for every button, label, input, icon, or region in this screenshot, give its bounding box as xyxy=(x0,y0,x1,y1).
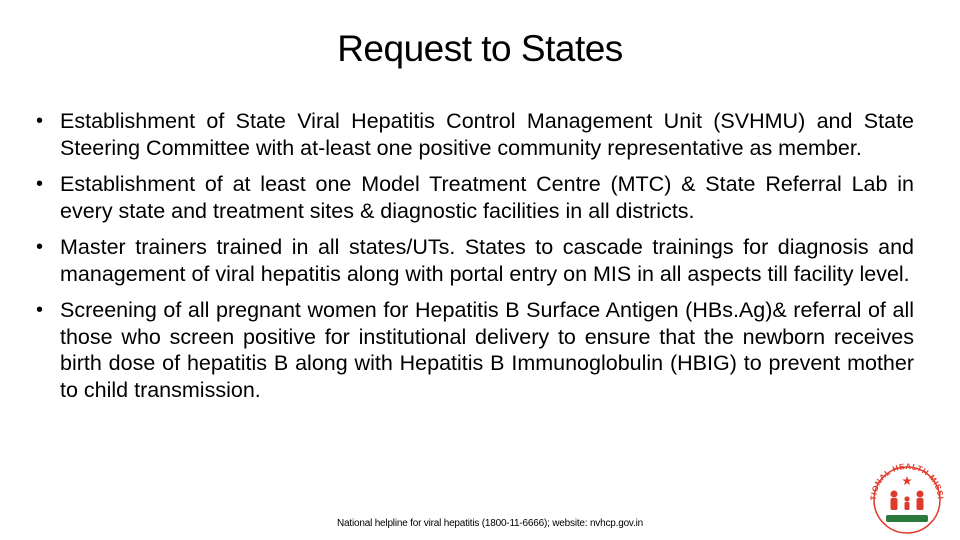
bullet-dot: • xyxy=(36,173,44,195)
bullet-dot: • xyxy=(36,299,44,321)
svg-text:NATIONAL HEALTH MISSION: TIONAL HEALTH MISSI xyxy=(868,461,946,501)
bullet-dot: • xyxy=(36,110,44,132)
nhm-emblem-icon xyxy=(862,454,952,534)
bullet-item xyxy=(32,234,914,287)
footer-helpline: National helpline for viral hepatitis (1800-11-6666); website: nvhcp.gov.in xyxy=(337,518,643,529)
bullet-item xyxy=(32,171,914,224)
bullet-text: Establishment of State Viral Hepatitis Control Management Unit (SVHMU) and State Steering Committee with at-least one positive community representative as member. xyxy=(60,109,914,160)
bullet-item xyxy=(32,297,914,403)
national-health-mission-logo xyxy=(862,454,952,534)
bullet-text: Master trainers trained in all states/UTs. States to cascade trainings for diagnosis and management of viral hepatitis along with portal entry on MIS in all aspects till facility level. xyxy=(60,235,914,286)
bullet-text: Establishment of at least one Model Treatment Centre (MTC) & State Referral Lab in every state and treatment sites & diagnostic facilities in all districts. xyxy=(60,172,914,223)
bullet-item xyxy=(32,108,914,161)
bullet-list xyxy=(32,108,914,413)
slide-title: Request to States xyxy=(337,28,623,69)
bullet-text: Screening of all pregnant women for Hepatitis B Surface Antigen (HBs.Ag)& referral of all those who screen positive for institutional delivery to ensure that the newborn receives birth dose of hepatitis B along with Hepatitis B Immunoglobulin (HBIG) to prevent mother to child transmission. xyxy=(60,298,914,402)
bullet-dot: • xyxy=(36,236,44,258)
